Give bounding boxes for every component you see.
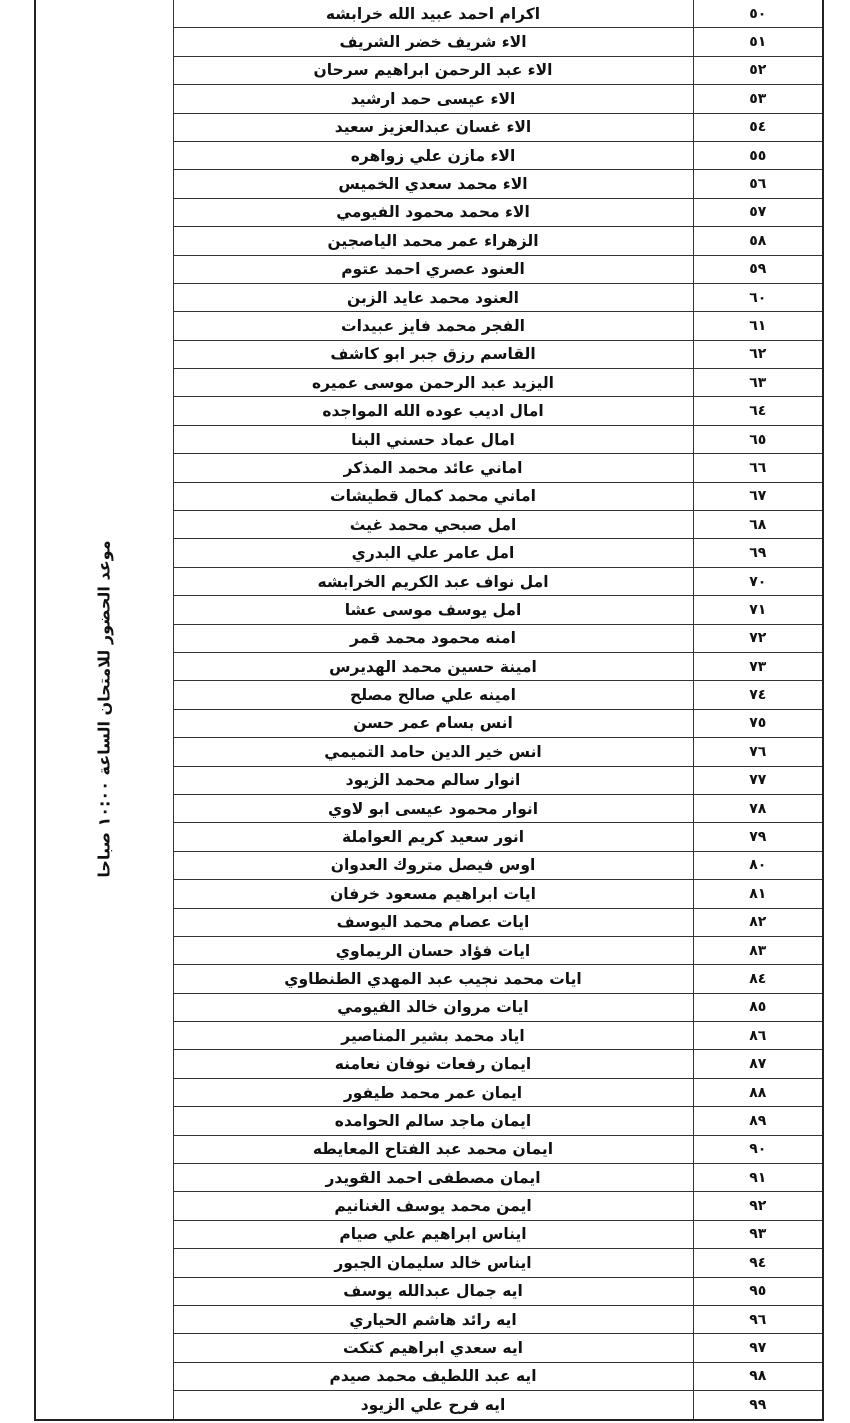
row-number: ٥٦	[693, 170, 823, 198]
row-number: ٥٢	[693, 56, 823, 84]
student-name: ايات ابراهيم مسعود خرفان	[173, 880, 693, 908]
student-name: القاسم رزق جبر ابو كاشف	[173, 340, 693, 368]
row-number: ٦٣	[693, 369, 823, 397]
row-number: ٩٧	[693, 1334, 823, 1362]
row-number: ٩٥	[693, 1277, 823, 1305]
student-name: انوار محمود عيسى ابو لاوي	[173, 794, 693, 822]
student-name: امينة حسين محمد الهديرس	[173, 652, 693, 680]
row-number: ٧٢	[693, 624, 823, 652]
student-name: اياد محمد بشير المناصير	[173, 1022, 693, 1050]
row-number: ٧٩	[693, 823, 823, 851]
student-name: العنود محمد عايد الزبن	[173, 283, 693, 311]
student-name: ايناس ابراهيم علي صيام	[173, 1220, 693, 1248]
row-number: ٥٨	[693, 227, 823, 255]
attendance-time-cell	[35, 0, 173, 1420]
row-number: ٨٣	[693, 936, 823, 964]
row-number: ٥٧	[693, 198, 823, 226]
student-name: ايات عصام محمد اليوسف	[173, 908, 693, 936]
student-name: الاء عيسى حمد ارشيد	[173, 85, 693, 113]
row-number: ٩٩	[693, 1391, 823, 1420]
student-name: ايات مروان خالد الفيومي	[173, 993, 693, 1021]
row-number: ٦٤	[693, 397, 823, 425]
names-table	[34, 0, 824, 1421]
student-name: الزهراء عمر محمد الياصجين	[173, 227, 693, 255]
student-name: انوار سالم محمد الزيود	[173, 766, 693, 794]
student-name: امال اديب عوده الله المواجده	[173, 397, 693, 425]
row-number: ٧٣	[693, 652, 823, 680]
row-number: ٥٣	[693, 85, 823, 113]
row-number: ٧٠	[693, 567, 823, 595]
row-number: ٧٤	[693, 681, 823, 709]
student-name: ايمان عمر محمد طيفور	[173, 1078, 693, 1106]
student-name: الاء مازن علي زواهره	[173, 141, 693, 169]
student-name: ايه جمال عبدالله يوسف	[173, 1277, 693, 1305]
student-name: امل نواف عبد الكريم الخرابشه	[173, 567, 693, 595]
row-number: ٧٧	[693, 766, 823, 794]
student-name: اماني عائد محمد المذكر	[173, 454, 693, 482]
row-number: ٦١	[693, 312, 823, 340]
row-number: ٦٥	[693, 425, 823, 453]
student-name: ايمان محمد عبد الفتاح المعايطه	[173, 1135, 693, 1163]
student-name: اكرام احمد عبيد الله خرابشه	[173, 0, 693, 28]
student-name: ايه سعدي ابراهيم كتكت	[173, 1334, 693, 1362]
student-name: ايناس خالد سليمان الجبور	[173, 1249, 693, 1277]
student-name: الفجر محمد فايز عبيدات	[173, 312, 693, 340]
student-name: الاء غسان عبدالعزيز سعيد	[173, 113, 693, 141]
row-number: ٨٧	[693, 1050, 823, 1078]
names-table-body	[35, 0, 823, 1420]
student-name: ايه فرح علي الزيود	[173, 1391, 693, 1420]
student-name: ايمان رفعات نوفان نعامنه	[173, 1050, 693, 1078]
row-number: ٦٠	[693, 283, 823, 311]
table-row	[35, 0, 823, 28]
row-number: ٦٩	[693, 539, 823, 567]
student-name: انس بسام عمر حسن	[173, 709, 693, 737]
row-number: ٥٠	[693, 0, 823, 28]
student-name: الاء محمد محمود الفيومي	[173, 198, 693, 226]
student-name: امل يوسف موسى عشا	[173, 596, 693, 624]
row-number: ٧٨	[693, 794, 823, 822]
row-number: ٩١	[693, 1164, 823, 1192]
row-number: ٨٤	[693, 965, 823, 993]
exam-schedule-sheet	[34, 0, 822, 1420]
row-number: ٥٤	[693, 113, 823, 141]
row-number: ٩٨	[693, 1362, 823, 1390]
student-name: ايات محمد نجيب عبد المهدي الطنطاوي	[173, 965, 693, 993]
row-number: ٨٦	[693, 1022, 823, 1050]
student-name: العنود عصري احمد عتوم	[173, 255, 693, 283]
student-name: امال عماد حسني البنا	[173, 425, 693, 453]
attendance-time-note: موعد الحضور للامتحان الساعة ١٠:٠٠ صباحا	[94, 540, 114, 878]
row-number: ٦٧	[693, 482, 823, 510]
student-name: اليزيد عبد الرحمن موسى عميره	[173, 369, 693, 397]
row-number: ٥٥	[693, 141, 823, 169]
row-number: ٨٨	[693, 1078, 823, 1106]
student-name: ايمان ماجد سالم الحوامده	[173, 1107, 693, 1135]
student-name: انور سعيد كريم العواملة	[173, 823, 693, 851]
student-name: امل صبحي محمد غيث	[173, 511, 693, 539]
student-name: ايات فؤاد حسان الريماوي	[173, 936, 693, 964]
row-number: ٨١	[693, 880, 823, 908]
student-name: امينه علي صالح مصلح	[173, 681, 693, 709]
student-name: امنه محمود محمد قمر	[173, 624, 693, 652]
student-name: ايمن محمد يوسف الغنانيم	[173, 1192, 693, 1220]
row-number: ٦٢	[693, 340, 823, 368]
row-number: ٨٥	[693, 993, 823, 1021]
student-name: الاء عبد الرحمن ابراهيم سرحان	[173, 56, 693, 84]
student-name: ايه رائد هاشم الحياري	[173, 1305, 693, 1333]
row-number: ٩٢	[693, 1192, 823, 1220]
row-number: ٧١	[693, 596, 823, 624]
row-number: ٥١	[693, 28, 823, 56]
student-name: الاء شريف خضر الشريف	[173, 28, 693, 56]
row-number: ٦٦	[693, 454, 823, 482]
student-name: اوس فيصل متروك العدوان	[173, 851, 693, 879]
row-number: ٨٩	[693, 1107, 823, 1135]
row-number: ٥٩	[693, 255, 823, 283]
student-name: اماني محمد كمال قطيشات	[173, 482, 693, 510]
row-number: ٩٤	[693, 1249, 823, 1277]
row-number: ٨٠	[693, 851, 823, 879]
student-name: انس خير الدين حامد التميمي	[173, 738, 693, 766]
student-name: الاء محمد سعدي الخميس	[173, 170, 693, 198]
row-number: ٩٠	[693, 1135, 823, 1163]
row-number: ٩٣	[693, 1220, 823, 1248]
row-number: ٦٨	[693, 511, 823, 539]
row-number: ٧٦	[693, 738, 823, 766]
row-number: ٨٢	[693, 908, 823, 936]
row-number: ٧٥	[693, 709, 823, 737]
row-number: ٩٦	[693, 1305, 823, 1333]
student-name: امل عامر علي البدري	[173, 539, 693, 567]
student-name: ايمان مصطفى احمد القويدر	[173, 1164, 693, 1192]
student-name: ايه عبد اللطيف محمد صيدم	[173, 1362, 693, 1390]
